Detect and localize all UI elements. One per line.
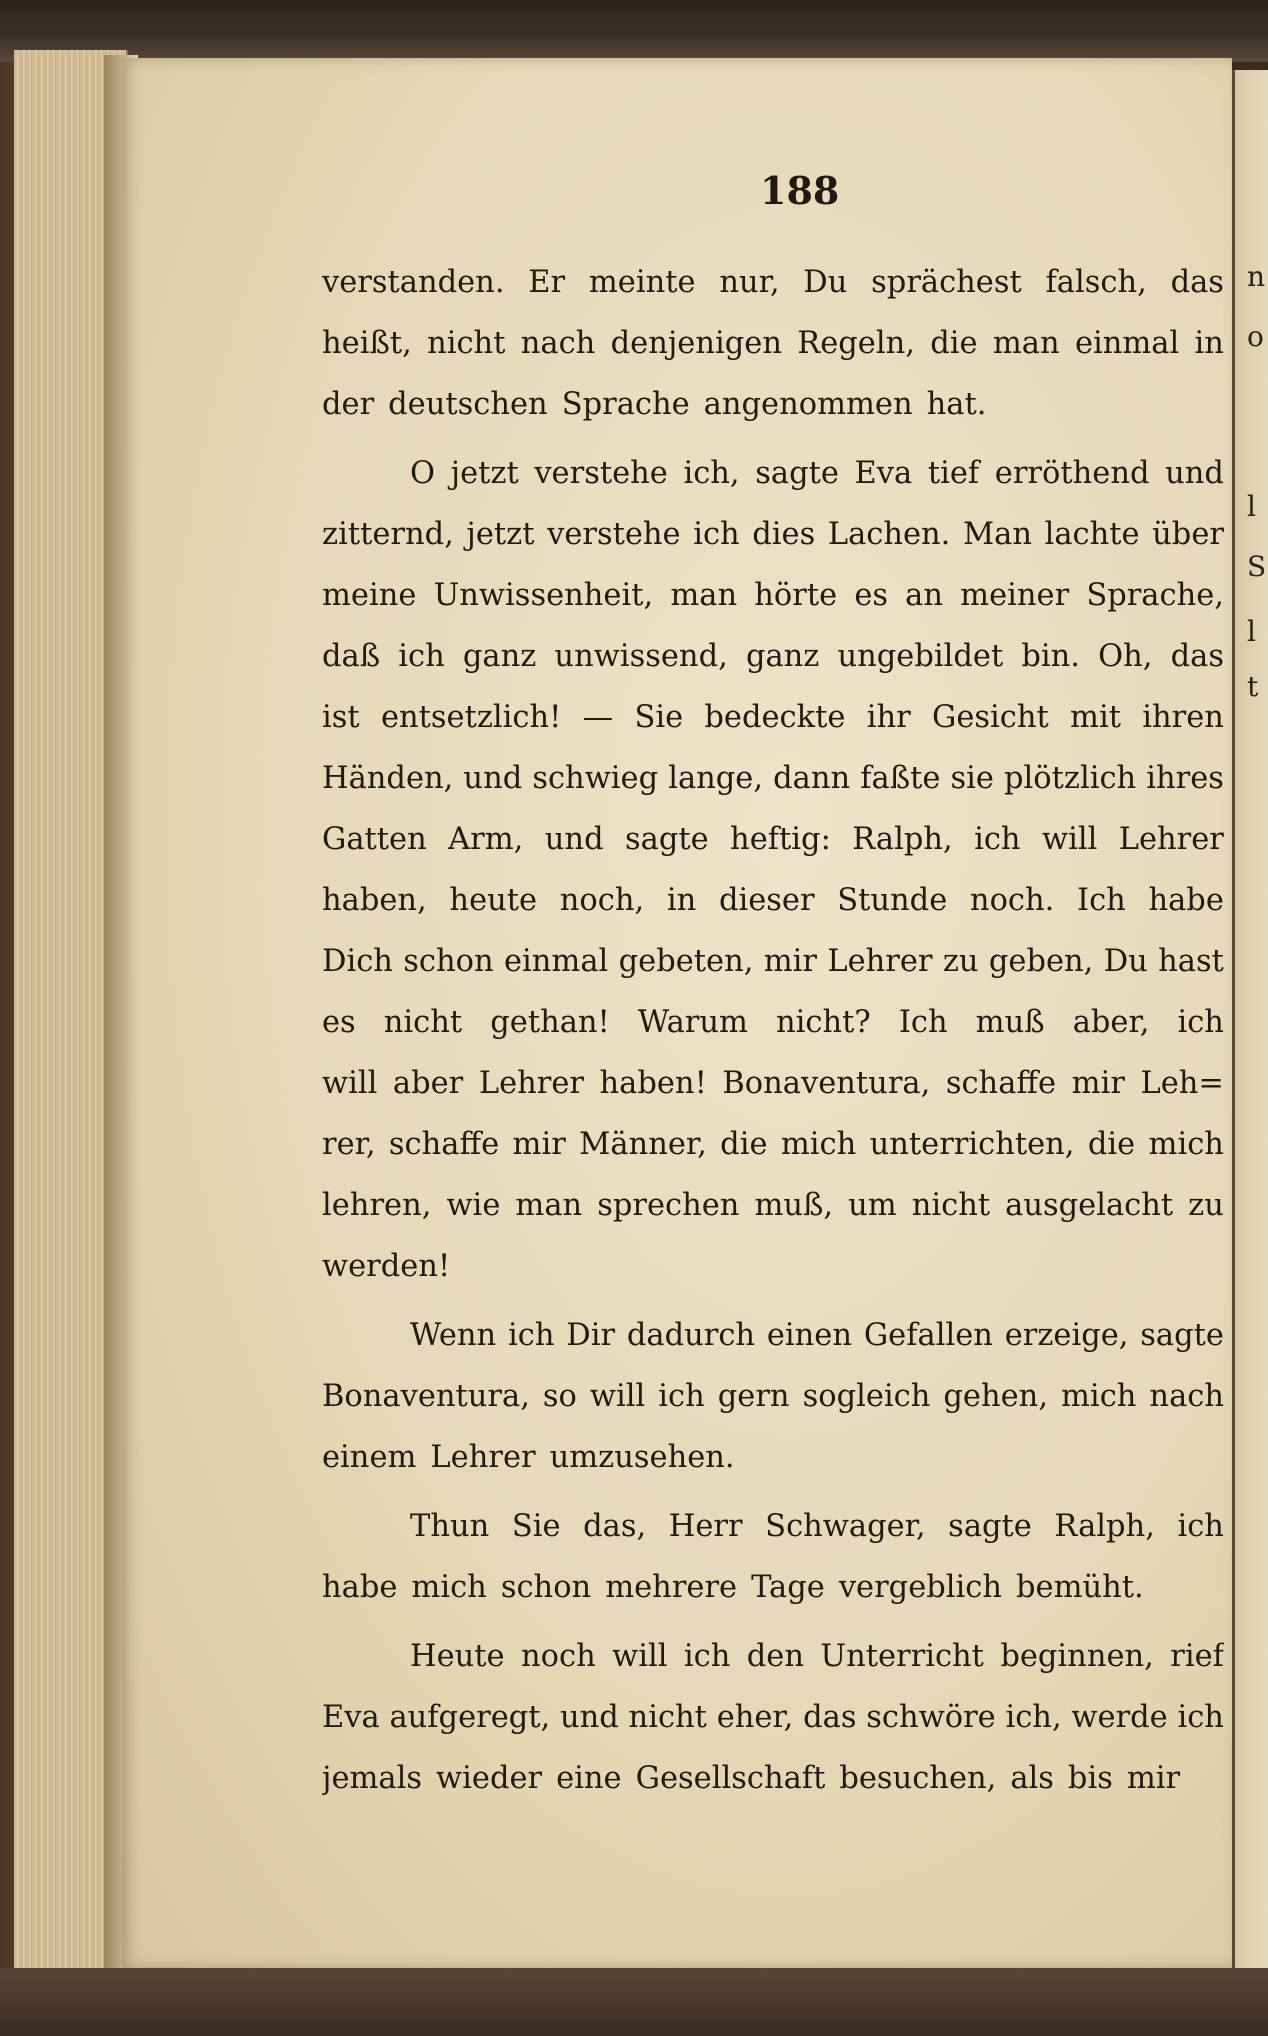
word: Gesellschaft (635, 1761, 826, 1796)
word: sagte (624, 822, 709, 857)
word: das (1170, 639, 1224, 674)
word: gehen, (943, 1379, 1049, 1414)
word: sie (950, 761, 994, 796)
word: ihres (1146, 761, 1224, 796)
word: mich (1148, 1127, 1224, 1162)
word: Ich (1077, 883, 1126, 918)
text-line (322, 1748, 1224, 1809)
word: Leh= (1140, 1066, 1224, 1101)
word: schon (500, 1570, 592, 1605)
word: mir (1126, 1761, 1181, 1796)
word: sprächest (871, 265, 1022, 300)
paragraph-gap (322, 1297, 1224, 1305)
word: Bonaventura, (322, 1379, 530, 1414)
word: Ralph, (1054, 1509, 1155, 1544)
word: dann (773, 761, 851, 796)
word: bis (1067, 1761, 1113, 1796)
text-line (322, 1305, 1224, 1366)
word: wie (446, 1188, 501, 1223)
text-line (322, 1236, 1224, 1297)
word: sogleich (802, 1379, 931, 1414)
word: verstehe (547, 517, 681, 552)
word: haben, (322, 883, 427, 918)
word: Sprache, (1086, 578, 1224, 613)
text-line (322, 1687, 1224, 1748)
word: schaffe (945, 1066, 1057, 1101)
word: Heute (410, 1639, 505, 1674)
word: Unterricht (820, 1639, 984, 1674)
word: erröthend (994, 456, 1150, 491)
scan-top-edge (0, 0, 1268, 62)
word: mich (1061, 1379, 1137, 1414)
word: Tage (751, 1570, 825, 1605)
word: Thun (410, 1509, 490, 1544)
word: sprechen (597, 1188, 740, 1223)
word: ich, (1005, 1700, 1062, 1735)
word: ich (1177, 1509, 1224, 1544)
word: sagte (1140, 1318, 1224, 1353)
word: mich (411, 1570, 487, 1605)
word: jemals (322, 1761, 423, 1796)
word: verstanden. (322, 265, 505, 300)
word: ich (398, 639, 445, 674)
word: hörte (754, 578, 838, 613)
text-line (322, 748, 1224, 809)
word: besuchen, (839, 1761, 997, 1796)
facing-page-fragment: l (1247, 490, 1256, 523)
word: Gesicht (931, 700, 1049, 735)
text-line (322, 809, 1224, 870)
word: Lehrer (1118, 822, 1224, 857)
word: Sprache (561, 387, 690, 422)
word: Unwissenheit, (433, 578, 654, 613)
word: heute (449, 883, 538, 918)
word: meiner (960, 578, 1070, 613)
word: ich (693, 517, 740, 552)
word: Ich (898, 1005, 948, 1040)
word: beginnen, (1000, 1639, 1154, 1674)
word: eher, (716, 1700, 794, 1735)
word: man (515, 1188, 583, 1223)
word: es (854, 578, 889, 613)
word: mir (512, 1127, 566, 1162)
text-line (322, 1053, 1224, 1114)
word: rief (1170, 1639, 1224, 1674)
word: aber (392, 1066, 464, 1101)
word: einmal (1074, 326, 1180, 361)
word: hast (1158, 944, 1224, 979)
word: man (670, 578, 738, 613)
word: werden! (322, 1249, 451, 1284)
word: nicht (628, 1700, 707, 1735)
word: Lehrer (478, 1066, 584, 1101)
word: rer, (322, 1127, 376, 1162)
word: zu (942, 944, 979, 979)
word: die (930, 326, 978, 361)
word: werde (1071, 1700, 1168, 1735)
word: wieder (436, 1761, 543, 1796)
word: mit (1070, 700, 1121, 735)
word: bin. (1021, 639, 1080, 674)
word: meine (322, 578, 417, 613)
word: mich (780, 1127, 857, 1162)
word: nur, (719, 265, 780, 300)
word: es (322, 1005, 356, 1040)
word: noch, (559, 883, 645, 918)
word: gern (717, 1379, 790, 1414)
word: Lehrer (430, 1440, 536, 1475)
word: Du (1103, 944, 1148, 979)
word: tief (927, 456, 980, 491)
word: eine (556, 1761, 622, 1796)
word: ich (683, 1639, 731, 1674)
word: Bonaventura, (722, 1066, 931, 1101)
word: Lachen. (827, 517, 951, 552)
word: ich (974, 822, 1021, 857)
text-line (322, 504, 1224, 565)
word: sagte (755, 456, 839, 491)
word: in (666, 883, 697, 918)
word: Sie (511, 1509, 561, 1544)
word: schwieg (532, 761, 659, 796)
word: Lehrer (827, 944, 933, 979)
word: nach (1149, 1379, 1224, 1414)
word: über (1152, 517, 1224, 552)
word: ihr (866, 700, 911, 735)
text-line (322, 252, 1224, 313)
word: Eva (854, 456, 913, 491)
word: das (1170, 265, 1224, 300)
word: an (905, 578, 943, 613)
word: Schwager, (765, 1509, 926, 1544)
word: Regeln, (797, 326, 915, 361)
facing-page-fragment: S (1247, 550, 1267, 583)
word: einem (322, 1440, 417, 1475)
word: sagte (948, 1509, 1032, 1544)
word: heißt, (322, 326, 412, 361)
word: aufgeregt, (389, 1700, 551, 1735)
word: mehrere (605, 1570, 738, 1605)
word: Stunde (837, 883, 948, 918)
word: muß, (754, 1188, 834, 1223)
word: Dich (322, 944, 393, 979)
facing-page-fragment: l (1247, 615, 1256, 648)
word: nach (520, 326, 596, 361)
word: habe (1148, 883, 1224, 918)
word: lange, (668, 761, 764, 796)
word: O (410, 456, 436, 491)
word: das, (583, 1509, 647, 1544)
word: Eva (322, 1700, 380, 1735)
word: falsch, (1045, 265, 1147, 300)
text-line (322, 443, 1224, 504)
word: gethan! (490, 1005, 610, 1040)
word: Man (962, 517, 1033, 552)
word: dies (752, 517, 816, 552)
word: die (1087, 1127, 1136, 1162)
word: Ralph, (852, 822, 953, 857)
text-line (322, 931, 1224, 992)
word: schaffe (388, 1127, 500, 1162)
text-line (322, 374, 1224, 435)
word: einen (766, 1318, 853, 1353)
word: heftig: (730, 822, 831, 857)
word: man (992, 326, 1060, 361)
word: noch (521, 1639, 596, 1674)
word: Sie (634, 700, 684, 735)
text-line (322, 1427, 1224, 1488)
word: noch. (969, 883, 1055, 918)
word: faßte (860, 761, 941, 796)
text-line (322, 1114, 1224, 1175)
word: schon (403, 944, 494, 979)
word: Er (528, 265, 566, 300)
word: zu (1188, 1188, 1224, 1223)
word: dieser (718, 883, 815, 918)
word: hat. (926, 387, 987, 422)
word: die (720, 1127, 768, 1162)
paragraph-gap (322, 1488, 1224, 1496)
word: Dir (566, 1318, 616, 1353)
word: um (848, 1188, 897, 1223)
paragraph-gap (322, 1618, 1224, 1626)
word: vergeblich (838, 1570, 1003, 1605)
word: das (803, 1700, 857, 1735)
word: einmal (503, 944, 609, 979)
word: ich (1177, 1005, 1224, 1040)
scan-bottom-edge (0, 1968, 1268, 2036)
word: Männer, (579, 1127, 707, 1162)
word: unwissend, (554, 639, 728, 674)
facing-page-fragment: o (1247, 320, 1264, 353)
word: in (1194, 326, 1224, 361)
page-body-text (322, 252, 1224, 1809)
text-line (322, 626, 1224, 687)
text-line (322, 870, 1224, 931)
word: lehren, (322, 1188, 432, 1223)
word: haben! (599, 1066, 707, 1101)
word: und (559, 1700, 619, 1735)
word: angenommen (703, 387, 913, 422)
word: lachte (1044, 517, 1140, 552)
text-line (322, 687, 1224, 748)
word: Oh, (1098, 639, 1153, 674)
word: und (463, 761, 523, 796)
word: ich (508, 1318, 555, 1353)
word: dadurch (626, 1318, 756, 1353)
word: bemüht. (1016, 1570, 1144, 1605)
word: der (322, 387, 375, 422)
word: nicht? (776, 1005, 871, 1040)
word: mir (1071, 1066, 1125, 1101)
text-line (322, 1626, 1224, 1687)
word: daß (322, 639, 381, 674)
facing-page-fragment: t (1247, 670, 1259, 703)
word: den (746, 1639, 804, 1674)
word: ihren (1142, 700, 1224, 735)
word: entsetzlich! (380, 700, 562, 735)
word: Händen, (322, 761, 454, 796)
word: deutschen (388, 387, 548, 422)
word: ich (658, 1379, 705, 1414)
word: Gatten (322, 822, 427, 857)
text-line (322, 992, 1224, 1053)
word: geben, (988, 944, 1094, 979)
word: nicht (911, 1188, 991, 1223)
word: ich, (683, 456, 740, 491)
word: und (544, 822, 604, 857)
word: zitternd, (322, 517, 454, 552)
word: ganz (745, 639, 820, 674)
text-line (322, 1366, 1224, 1427)
word: gebeten, (618, 944, 754, 979)
word: mir (763, 944, 818, 979)
page-number: 188 (760, 168, 840, 213)
word: muß (975, 1005, 1045, 1040)
word: verstehe (534, 456, 668, 491)
text-line (322, 1496, 1224, 1557)
word: jetzt (466, 517, 535, 552)
word: Wenn (410, 1318, 497, 1353)
word: plötzlich (1004, 761, 1137, 796)
text-line (322, 1557, 1224, 1618)
word: erzeige, (1004, 1318, 1129, 1353)
word: bedeckte (704, 700, 846, 735)
word: jetzt (450, 456, 519, 491)
word: Warum (637, 1005, 748, 1040)
word: habe (322, 1570, 398, 1605)
word: ich (1177, 1700, 1224, 1735)
word: will (1041, 822, 1098, 857)
word: umzusehen. (549, 1440, 735, 1475)
word: Arm, (448, 822, 524, 857)
word: meinte (588, 265, 696, 300)
word: als (1010, 1761, 1054, 1796)
word: schwöre (866, 1700, 996, 1735)
word: ist (322, 700, 360, 735)
paragraph-gap (322, 435, 1224, 443)
facing-page-fragment: n (1247, 260, 1266, 293)
word: so (542, 1379, 577, 1414)
word: Herr (668, 1509, 743, 1544)
word: ungebildet (837, 639, 1004, 674)
word: will (589, 1379, 646, 1414)
text-line (322, 313, 1224, 374)
text-line (322, 565, 1224, 626)
text-line (322, 1175, 1224, 1236)
word: ganz (462, 639, 537, 674)
word: Gefallen (863, 1318, 993, 1353)
word: will (612, 1639, 668, 1674)
word: — (582, 700, 614, 735)
word: nicht (427, 326, 506, 361)
word: unterrichten, (869, 1127, 1075, 1162)
word: nicht (383, 1005, 463, 1040)
word: aber, (1072, 1005, 1150, 1040)
word: will (322, 1066, 378, 1101)
word: und (1165, 456, 1224, 491)
word: ausgelacht (1005, 1188, 1174, 1223)
word: Du (803, 265, 848, 300)
facing-page-edge (1232, 70, 1268, 1970)
word: denjenigen (610, 326, 782, 361)
